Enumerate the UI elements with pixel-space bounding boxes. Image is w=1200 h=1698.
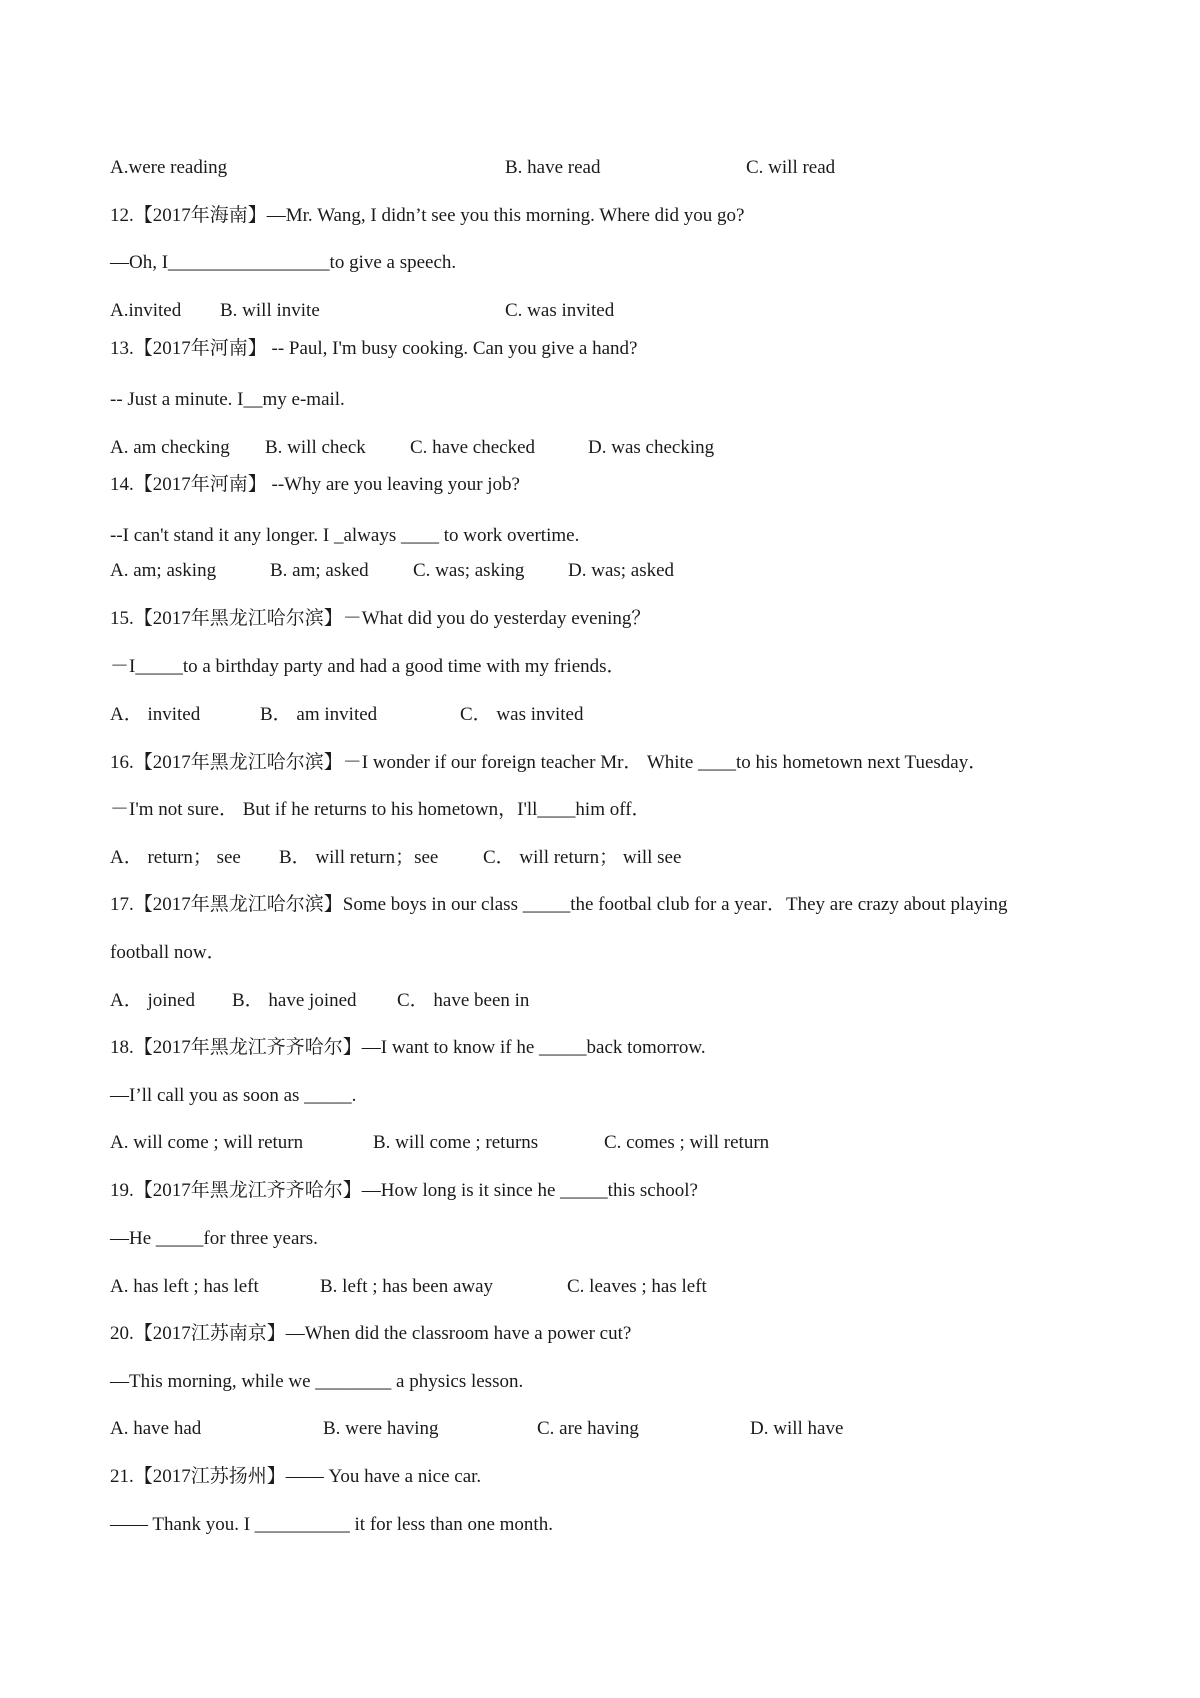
answer-16: －I'm not sure． But if he returns to his hometown，I'll____him off． [110, 799, 651, 820]
question-16: 16.【2017年黑龙江哈尔滨】－I wonder if our foreign teacher Mr． White ____to his hometown next Tuesday． [110, 752, 988, 773]
option-16-b: B． will return；see [279, 847, 439, 868]
question-19: 19.【2017年黑龙江齐齐哈尔】—How long is it since he _____this school? [110, 1180, 698, 1201]
question-17: 17.【2017年黑龙江哈尔滨】Some boys in our class _____the footbal club for a year．They are crazy about playing [110, 894, 1008, 915]
option-13-c: C. have checked [410, 437, 536, 458]
option-11-c: C. will read [746, 157, 836, 178]
question-14: 14.【2017年河南】 --Why are you leaving your job? [110, 474, 520, 495]
option-20-c: C. are having [537, 1418, 639, 1439]
question-15: 15.【2017年黑龙江哈尔滨】－What did you do yesterday evening？ [110, 608, 651, 629]
option-19-a: A. has left ; has left [110, 1276, 259, 1297]
answer-21: —— Thank you. I __________ it for less than one month. [110, 1514, 553, 1535]
option-20-a: A. have had [110, 1418, 202, 1439]
option-18-a: A. will come ; will return [110, 1132, 304, 1153]
answer-20: —This morning, while we ________ a physics lesson. [110, 1371, 524, 1392]
option-14-a: A. am; asking [110, 560, 217, 581]
option-19-c: C. leaves ; has left [567, 1276, 707, 1297]
option-16-c: C． will return； will see [483, 847, 682, 868]
option-13-d: D. was checking [588, 437, 715, 458]
answer-19: —He _____for three years. [110, 1228, 318, 1249]
question-12: 12.【2017年海南】—Mr. Wang, I didn’t see you this morning. Where did you go? [110, 205, 745, 226]
option-12-b: B. will invite [220, 300, 320, 321]
option-15-b: B． am invited [260, 704, 378, 725]
option-20-d: D. will have [750, 1418, 844, 1439]
option-20-b: B. were having [323, 1418, 439, 1439]
answer-14: --I can't stand it any longer. I _always ____ to work overtime. [110, 525, 580, 546]
option-14-c: C. was; asking [413, 560, 525, 581]
option-15-c: C． was invited [460, 704, 584, 725]
option-11-b: B. have read [505, 157, 601, 178]
question-13: 13.【2017年河南】 -- Paul, I'm busy cooking. Can you give a hand? [110, 338, 638, 359]
answer-13: -- Just a minute. I__my e-mail. [110, 389, 345, 410]
option-17-b: B． have joined [232, 990, 357, 1011]
option-18-c: C. comes ; will return [604, 1132, 770, 1153]
option-14-d: D. was; asked [568, 560, 675, 581]
option-14-b: B. am; asked [270, 560, 369, 581]
question-17-continued: football now． [110, 942, 226, 963]
question-21: 21.【2017江苏扬州】—— You have a nice car. [110, 1466, 482, 1487]
option-13-b: B. will check [265, 437, 366, 458]
answer-15: －I_____to a birthday party and had a good time with my friends． [110, 656, 626, 677]
option-11-a: A.were reading [110, 157, 228, 178]
option-12-a: A.invited [110, 300, 182, 321]
answer-12: —Oh, I_________________to give a speech. [110, 252, 457, 273]
option-17-a: A． joined [110, 990, 195, 1011]
option-13-a: A. am checking [110, 437, 230, 458]
option-16-a: A． return； see [110, 847, 241, 868]
option-17-c: C． have been in [397, 990, 530, 1011]
option-12-c: C. was invited [505, 300, 615, 321]
option-19-b: B. left ; has been away [320, 1276, 494, 1297]
option-18-b: B. will come ; returns [373, 1132, 539, 1153]
question-20: 20.【2017江苏南京】—When did the classroom have a power cut? [110, 1323, 632, 1344]
question-18: 18.【2017年黑龙江齐齐哈尔】—I want to know if he _____back tomorrow. [110, 1037, 706, 1058]
option-15-a: A． invited [110, 704, 201, 725]
answer-18: —I’ll call you as soon as _____. [110, 1085, 357, 1106]
